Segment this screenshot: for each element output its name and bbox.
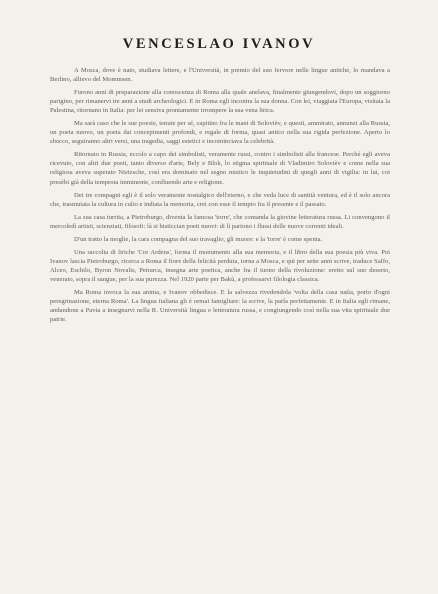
paragraph: Una raccolta di liriche 'Cor Ardens', forma il monumento alla sua memoria, e il libro della sua poesia più viva. Poi Ivanov lascia Pietroburgo, ricerca a Roma il fiore della felicità perduta, torna a Mosca, e qui per sette anni scrive, traduce Saffo, Alceo, Eschilo, Byron Novalis, Petrarca, insegna arte poetica, anche fra il tuono della rivoluzione: eretto sul suo deserto, venerato, sopra il sangue, per la sua purezza. Nel 1920 parte per Bakù, a professarvi filologia classica. xyxy=(50,248,390,283)
paragraph: D'un tratto la moglie, la cara compagna del suo travaglio, gli muore: e la 'torre' è come spenta. xyxy=(74,235,323,243)
paragraph: La sua casa turrita, a Pietroburgo, diventa la famosa 'torre', che comanda la giovine letteratura russa. Li convengono il mercoledì artisti, scienziati, filosofi: là si bisticcian poeti nuovi: di lì partono i flussi delle nuove correnti ideali. xyxy=(50,213,390,230)
paragraph: Dei tre compagni egli è il solo veramente nostalgico dell'eterno, e che veda luce di santità ventura, ed è il solo ancora che, trasmutata la cultura in culto e indiata la memoria, crei con esse il tempio fra il presente e il passato. xyxy=(50,191,390,208)
paragraph: Ma sarà caso che le sue poesie, tenute per sé, capitino fra le mani di Solovièv, e questi, ammirato, annunzi alla Russia, un poeta nuovo, un poeta dai concepimenti profondi, e regale di forma, quasi antico nella sua rigida perfezione. Aperto lo sbocco, seguiranno altri versi, una tragedia, saggi estetici e incominciava la celebrità. xyxy=(50,120,390,146)
paragraph: Ma Roma invoca la sua anima, e Ivanov obbedisce. E la salvezza rivedendola 'volta della casa natìa, porto d'ogni peregrinazione, eterna Roma'. La lingua italiana gli è ormai famigliare: la scrive, la parla perfettamente. E in Italia egli rimane, andandone a Pavia a insegnarvi nella R. Università lingua e letteratura russa, e congiungendo così nella sua vita spirituale due patrie. xyxy=(50,288,390,324)
paragraph: A Mosca, dove è nato, studiava lettere, e l'Università, in premio del suo fervore nelle lingue antiche, lo mandava a Berlino, allievo del Mommsen. xyxy=(50,67,390,84)
page-title: VENCESLAO IVANOV xyxy=(122,36,316,52)
body-text xyxy=(50,66,390,328)
paragraph: Furono anni di preparazione alla conoscenza di Roma alla quale anelava, finalmente giungendovi, dopo un soggiorno parigino, per rimanervi tre anni a studi archeologici. E in Roma egli incontra la sua donna. Con lei, viaggiata l'Europa, visitata la Palestina, ritornano in Italia: per lei sensiva prontamente irrompere la sua vena lirica. xyxy=(50,89,390,115)
paragraph: Ritornato in Russia, eccolo a capo dei simbolisti, veramente russi, contro i simbolisti alla francese. Perché egli aveva ricevuto, con altri due poeti, tanto diverso d'arte, Bely e Blok, lo stigma spirituale di Vladimiro Solovièv e come nella sua religiosa aveva superato Nietzsche, così era dominato nel segno mistico le inquietudini di quegli anni di vigilia: in lui, coi presèbi già della tempesta imminente, confluendo arte e religione. xyxy=(50,151,390,186)
